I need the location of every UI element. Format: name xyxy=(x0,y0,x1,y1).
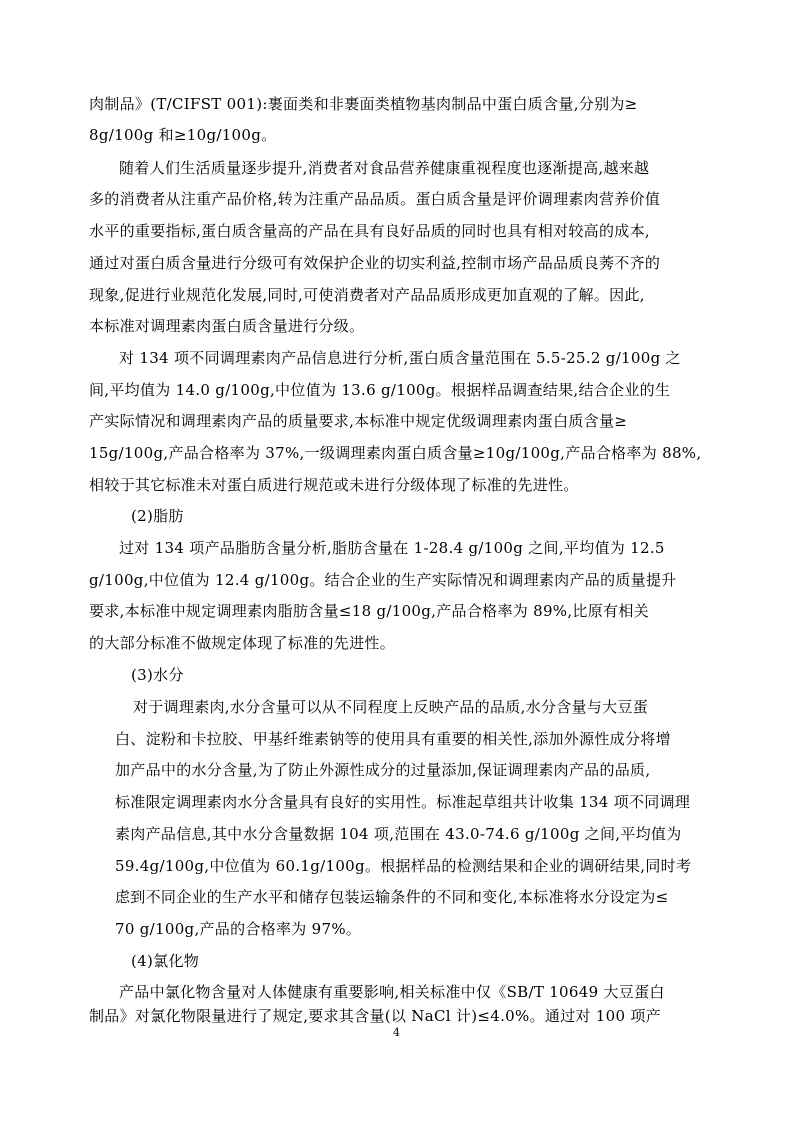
text-line: 产实际情况和调理素肉产品的质量要求,本标准中规定优级调理素肉蛋白质含量≥ xyxy=(89,412,628,430)
text-line: 多的消费者从注重产品价格,转为注重产品品质。蛋白质含量是评价调理素肉营养价值 xyxy=(89,190,661,208)
text-line: 通过对蛋白质含量进行分级可有效保护企业的切实利益,控制市场产品品质良莠不齐的 xyxy=(89,254,661,272)
text-line: 产品中氯化物含量对人体健康有重要影响,相关标准中仅《SB/T 10649 大豆蛋白 xyxy=(119,983,665,1001)
text-line: 素肉产品信息,其中水分含量数据 104 项,范围在 43.0-74.6 g/100g 之间,平均值为 xyxy=(115,825,682,843)
section-heading: (3)水分 xyxy=(131,666,184,684)
text-line: 水平的重要指标,蛋白质含量高的产品在具有良好品质的同时也具有相对较高的成本, xyxy=(89,222,650,240)
text-line: 间,平均值为 14.0 g/100g,中位值为 13.6 g/100g。根据样品调查结果,结合企业的生 xyxy=(89,381,671,399)
text-line: 标准限定调理素肉水分含量具有良好的实用性。标准起草组共计收集 134 项不同调理 xyxy=(115,793,691,811)
text-line: 的大部分标准不做规定体现了标准的先进性。 xyxy=(89,634,396,652)
section-heading: (4)氯化物 xyxy=(131,952,200,970)
text-line: 现象,促进行业规范化发展,同时,可使消费者对产品品质形成更加直观的了解。因此, xyxy=(89,286,645,304)
text-line: 白、淀粉和卡拉胶、甲基纤维素钠等的使用具有重要的相关性,添加外源性成分将增 xyxy=(115,730,671,748)
text-line: 对 134 项不同调理素肉产品信息进行分析,蛋白质含量范围在 5.5-25.2 g/100g 之 xyxy=(119,349,681,367)
page-number: 4 xyxy=(393,1026,400,1039)
text-line: 59.4g/100g,中位值为 60.1g/100g。根据样品的检测结果和企业的调研结果,同时考 xyxy=(115,857,692,875)
text-line: 加产品中的水分含量,为了防止外源性成分的过量添加,保证调理素肉产品的品质, xyxy=(115,761,651,779)
text-line: 8g/100g 和≥10g/100g。 xyxy=(89,126,277,144)
text-line: 70 g/100g,产品的合格率为 97%。 xyxy=(115,920,362,938)
text-line: 相较于其它标准未对蛋白质进行规范或未进行分级体现了标准的先进性。 xyxy=(89,476,579,494)
text-line: g/100g,中位值为 12.4 g/100g。结合企业的生产实际情况和调理素肉产品的质量提升 xyxy=(89,571,677,589)
text-line: 过对 134 项产品脂肪含量分析,脂肪含量在 1-28.4 g/100g 之间,平均值为 12.5 xyxy=(119,539,665,557)
text-line: 制品》对氯化物限量进行了规定,要求其含量(以 NaCl 计)≤4.0%。通过对 100 项产 xyxy=(89,1007,661,1025)
text-line: 肉制品》(T/CIFST 001):裹面类和非裹面类植物基肉制品中蛋白质含量,分别为≥ xyxy=(89,95,638,113)
text-line: 随着人们生活质量逐步提升,消费者对食品营养健康重视程度也逐渐提高,越来越 xyxy=(119,159,650,177)
text-line: 要求,本标准中规定调理素肉脂肪含量≤18 g/100g,产品合格率为 89%,比原有相关 xyxy=(89,602,649,620)
text-line: 15g/100g,产品合格率为 37%,一级调理素肉蛋白质含量≥10g/100g,产品合格率为 88%, xyxy=(89,444,702,462)
section-heading: (2)脂肪 xyxy=(131,507,184,525)
text-line: 虑到不同企业的生产水平和储存包装运输条件的不同和变化,本标准将水分设定为≤ xyxy=(115,888,669,906)
text-line: 对于调理素肉,水分含量可以从不同程度上反映产品的品质,水分含量与大豆蛋 xyxy=(133,698,649,716)
text-line: 本标准对调理素肉蛋白质含量进行分级。 xyxy=(89,317,365,335)
